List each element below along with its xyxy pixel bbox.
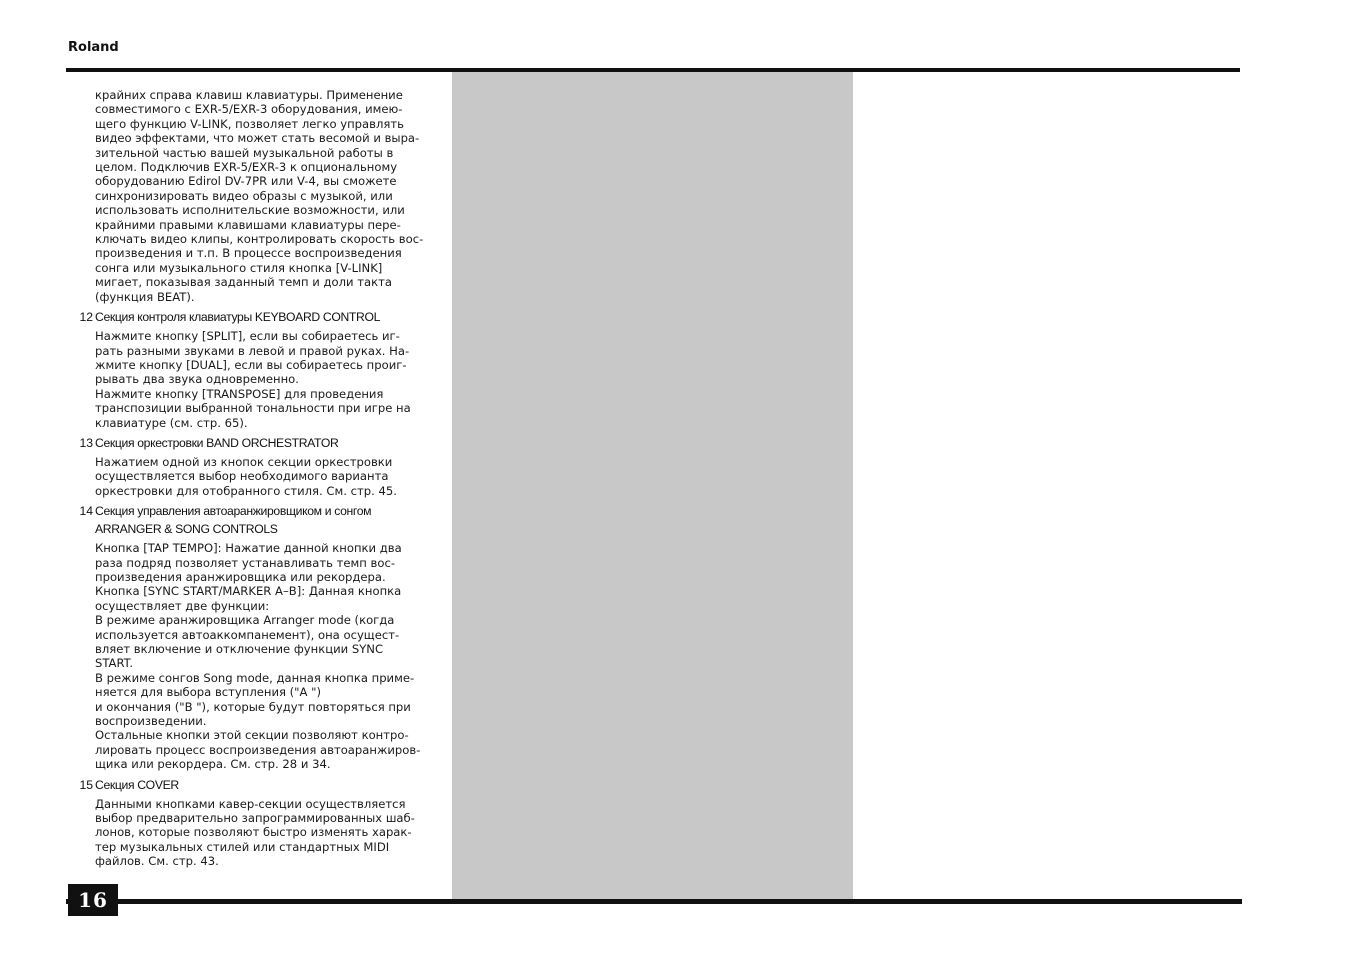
intro-line: целом. Подключив EXR-5/EXR-3 к опциональному xyxy=(95,160,398,175)
intro-line: видео эффектами, что может стать весомой и выра- xyxy=(95,131,420,146)
intro-line: щего функцию V-LINK, позволяет легко управлять xyxy=(95,116,404,131)
body-line: осуществляет две функции: xyxy=(95,598,270,613)
body-line: жмите кнопку [DUAL], если вы собираетесь проиг- xyxy=(95,357,407,372)
body-line: В режиме аранжировщика Arranger mode (когда xyxy=(95,613,395,628)
body-line: рывать два звука одновременно. xyxy=(95,372,299,387)
intro-line: произведения и т.п. В процессе воспроизведения xyxy=(95,246,402,261)
body-line: клавиатуре (см. стр. 65). xyxy=(95,415,248,430)
body-line: используется автоаккомпанемент), она осущест- xyxy=(95,627,400,642)
intro-line: крайними правыми клавишами клавиатуры пере- xyxy=(95,217,401,232)
intro-line: ключать видео клипы, контролировать скорость вос- xyxy=(95,232,424,247)
section-heading-12 xyxy=(79,308,435,326)
section-heading-14 xyxy=(79,502,435,538)
intro-line: использовать исполнительские возможности, или xyxy=(95,203,405,218)
body-line: произведения аранжировщика или рекордера. xyxy=(95,569,386,584)
body-line: Кнопка [SYNC START/MARKER A–B]: Данная кнопка xyxy=(95,584,402,599)
body-line: осуществляется выбор необходимого варианта xyxy=(95,469,389,484)
text-column xyxy=(79,88,435,869)
body-line: Нажмите кнопку [TRANSPOSE] для проведения xyxy=(95,386,384,401)
section-title: Секция управления автоаранжировщиком и сонгом xyxy=(95,504,372,519)
body-line: транспозиции выбранной тональности при игре на xyxy=(95,401,411,416)
body-line: файлов. См. стр. 43. xyxy=(95,854,219,869)
body-line: тер музыкальных стилей или стандартных MIDI xyxy=(95,839,390,854)
intro-line: зительной частью вашей музыкальной работы в xyxy=(95,145,394,160)
body-line: оркестровки для отобранного стиля. См. стр. 45. xyxy=(95,483,397,498)
intro-line: синхронизировать видео образы с музыкой, или xyxy=(95,188,393,203)
section-heading-15 xyxy=(79,776,435,794)
section-title: Секция оркестровки BAND ORCHESTRATOR xyxy=(95,435,339,450)
section-number: 15 xyxy=(79,777,93,792)
intro-line: (функция BEAT). xyxy=(95,289,195,304)
section-heading-13 xyxy=(79,434,435,452)
body-line: щика или рекордера. См. стр. 28 и 34. xyxy=(95,757,331,772)
body-line: выбор предварительно запрограммированных шаб- xyxy=(95,811,415,826)
brand-logo: Roland xyxy=(68,40,119,55)
body-line: вляет включение и отключение функции SYNC xyxy=(95,642,384,656)
body-line: лировать процесс воспроизведения автоаранжиров- xyxy=(95,742,421,757)
section-number: 14 xyxy=(79,504,93,519)
section-title: Секция COVER xyxy=(95,777,179,792)
body-line: Нажмите кнопку [SPLIT], если вы собираетесь иг- xyxy=(95,329,400,344)
intro-line: совместимого с EXR-5/EXR-3 оборудования, имею- xyxy=(95,102,403,117)
body-line: рать разными звуками в левой и правой руках. На- xyxy=(95,343,410,358)
intro-line: оборудованию Edirol DV-7PR или V-4, вы сможете xyxy=(95,174,397,189)
section-title-continued: ARRANGER & SONG CONTROLS xyxy=(95,522,278,537)
body-line: В режиме сонгов Song mode, данная кнопка приме- xyxy=(95,670,415,685)
body-line: воспроизведении. xyxy=(95,714,207,729)
body-line: и окончания ("B "), которые будут повторяться при xyxy=(95,699,411,714)
body-line: Нажатием одной из кнопок секции оркестровки xyxy=(95,454,393,469)
intro-line: крайних справа клавиш клавиатуры. Применение xyxy=(95,88,403,102)
body-line: Данными кнопками кавер-секции осуществляется xyxy=(95,796,406,811)
section-number: 12 xyxy=(79,310,93,325)
intro-line: мигает, показывая заданный темп и доли такта xyxy=(95,275,392,290)
body-line: лонов, которые позволяют быстро изменять харак- xyxy=(95,825,412,840)
body-line: Остальные кнопки этой секции позволяют контро- xyxy=(95,728,409,743)
body-line: Кнопка [TAP TEMPO]: Нажатие данной кнопки два xyxy=(95,541,402,556)
section-title: Секция контроля клавиатуры KEYBOARD CONTROL xyxy=(95,310,381,325)
gray-panel xyxy=(452,72,853,900)
page-number: 16 xyxy=(68,884,118,916)
body-line: START. xyxy=(95,656,134,671)
body-line: раза подряд позволяет устанавливать темп вос- xyxy=(95,555,396,570)
intro-line: сонга или музыкального стиля кнопка [V-LINK] xyxy=(95,260,383,275)
body-line: няется для выбора вступления ("A ") xyxy=(95,685,321,700)
bottom-rule xyxy=(66,899,1242,904)
section-number: 13 xyxy=(79,435,93,450)
